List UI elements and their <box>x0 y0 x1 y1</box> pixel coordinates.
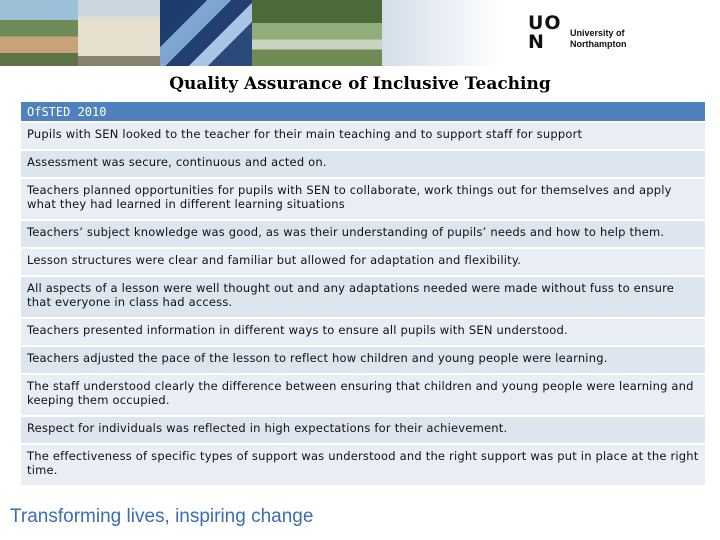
table-row: All aspects of a lesson were well thought out and any adaptations needed were made without fuss to ensure that everyone in class had access. <box>21 277 705 317</box>
table-row: Teachers planned opportunities for pupils with SEN to collaborate, work things out for themselves and apply what they had learned in different learning situations <box>21 179 705 219</box>
building-photo <box>78 0 160 66</box>
table-row: The effectiveness of specific types of support was understood and the right support was put in place at the right time. <box>21 445 705 485</box>
ofsted-table <box>21 100 705 487</box>
table-row: Teachers adjusted the pace of the lesson to reflect how children and young people were learning. <box>21 347 705 373</box>
banner-fade <box>382 0 502 66</box>
university-logo <box>528 14 648 62</box>
campus-photo <box>0 0 78 66</box>
table-row: Lesson structures were clear and familiar but allowed for adaptation and flexibility. <box>21 249 705 275</box>
header-banner <box>0 0 720 66</box>
table-row: Respect for individuals was reflected in high expectations for their achievement. <box>21 417 705 443</box>
logo-text: University of Northampton <box>570 28 627 49</box>
table-row: The staff understood clearly the difference between ensuring that children and young people were learning and keeping them occupied. <box>21 375 705 415</box>
table-row: Teachers presented information in different ways to ensure all pupils with SEN understood. <box>21 319 705 345</box>
page-title: Quality Assurance of Inclusive Teaching <box>169 74 551 94</box>
table-row: Teachers’ subject knowledge was good, as was their understanding of pupils’ needs and how to help them. <box>21 221 705 247</box>
table-heading: OfSTED 2010 <box>21 102 705 121</box>
campus-grounds-photo <box>252 0 382 66</box>
watermark-slogan: Transforming lives, inspiring change <box>10 506 314 527</box>
table-row: Pupils with SEN looked to the teacher for their main teaching and to support staff for support <box>21 123 705 149</box>
glass-building-photo <box>160 0 252 66</box>
table-row: Assessment was secure, continuous and acted on. <box>21 151 705 177</box>
logo-mark: UO N <box>528 12 562 53</box>
